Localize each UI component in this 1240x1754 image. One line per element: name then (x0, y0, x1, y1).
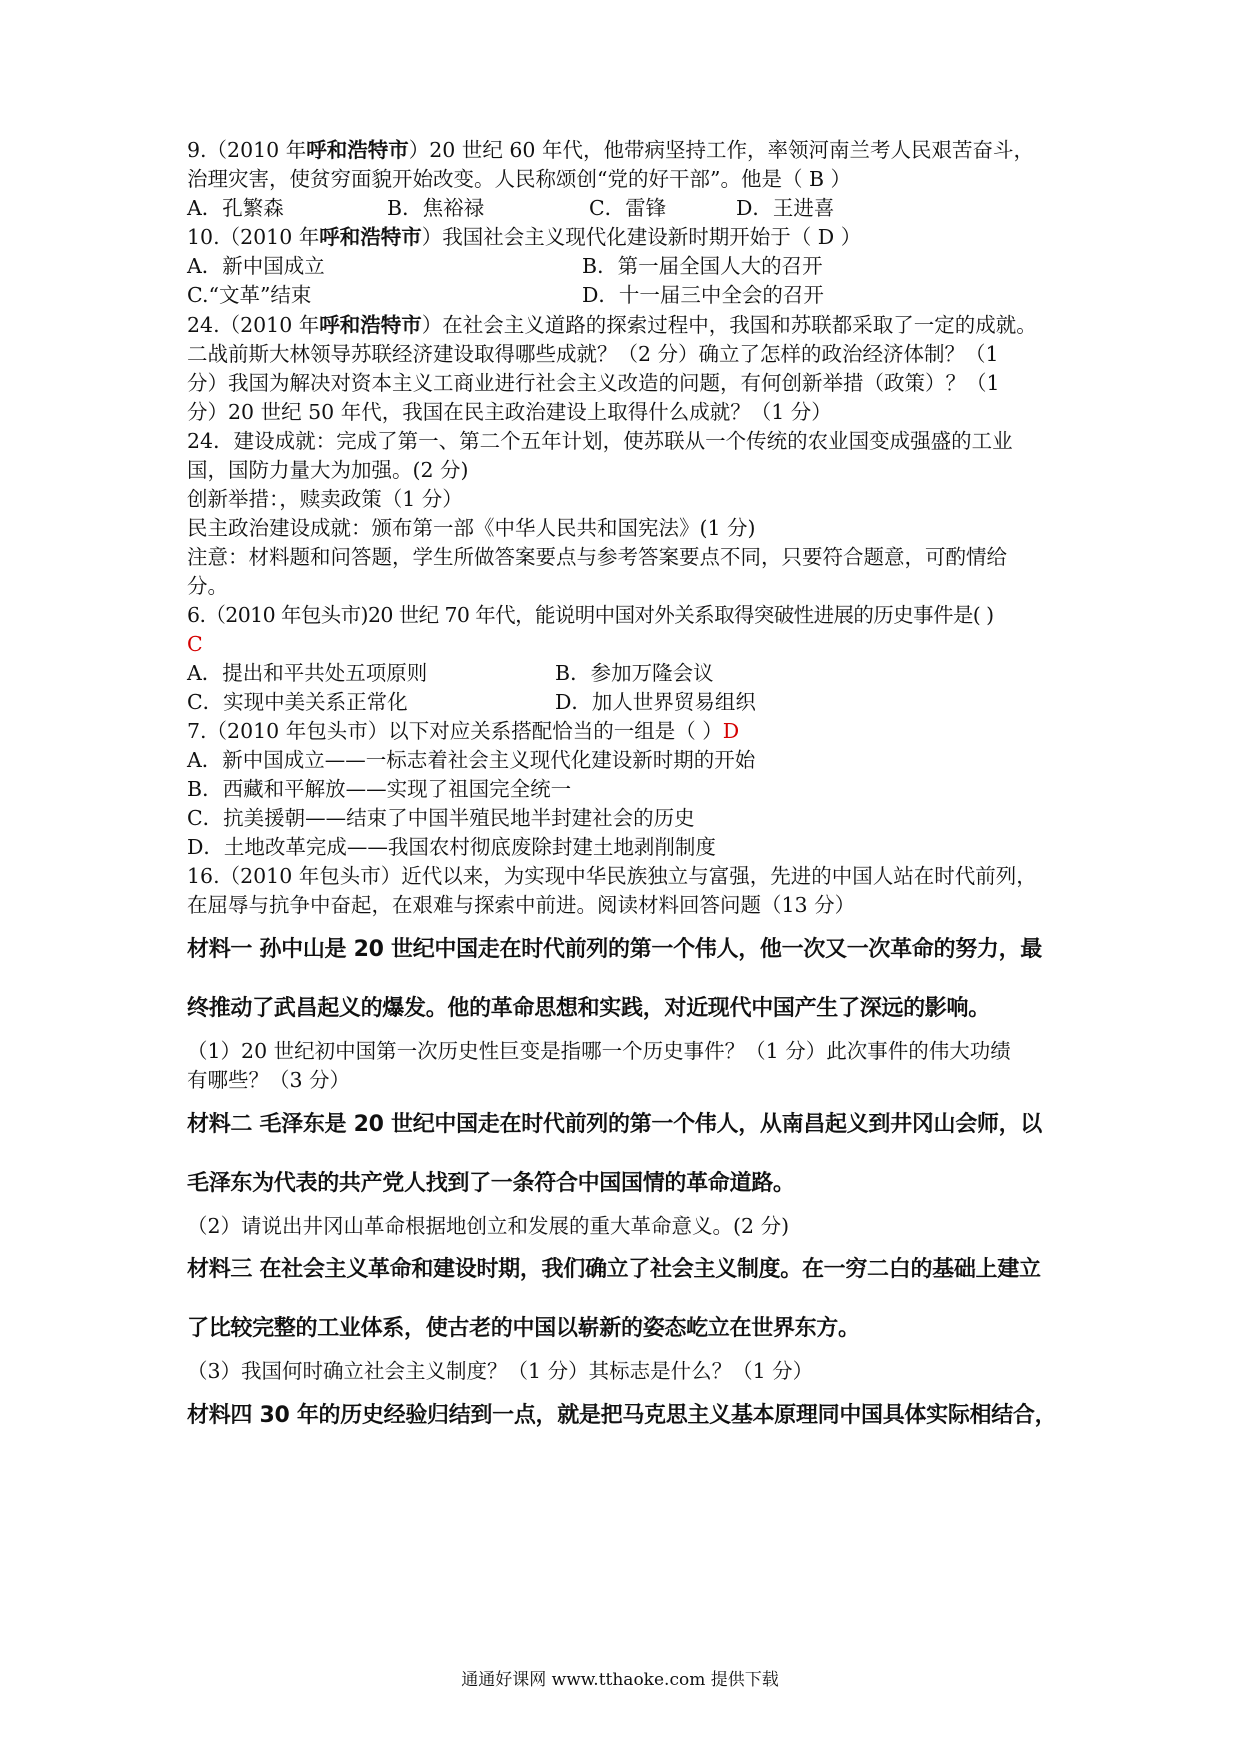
q9-text: ）20 世纪 60 年代，他带病坚持工作，率领河南兰考人民艰苦奋斗， (408, 138, 1034, 162)
q9-city: 呼和浩特市 (306, 138, 409, 162)
sub-question-1-line-2: 有哪些？（3 分） (187, 1068, 351, 1092)
q10-text: ）我国社会主义现代化建设新时期开始于（ D ） (421, 225, 862, 249)
q9-option-d: D．王进喜 (736, 196, 835, 220)
material-1-line-1: 材料一 孙中山是 20 世纪中国走在时代前列的第一个伟人，他一次又一次革命的努力，最 (187, 937, 1042, 962)
q6-option-a: A．提出和平共处五项原则 (187, 661, 428, 685)
a24-line-2: 国，国防力量大为加强。(2 分) (187, 458, 469, 482)
q24-line-4: 分）20 世纪 50 年代，我国在民主政治建设上取得什么成就？（1 分） (187, 400, 832, 424)
q6-answer: C (187, 632, 203, 656)
q10-city: 呼和浩特市 (319, 225, 422, 249)
material-2-line-2: 毛泽东为代表的共产党人找到了一条符合中国国情的革命道路。 (187, 1171, 795, 1196)
q6-stem: 6.（2010 年包头市)20 世纪 70 年代，能说明中国对外关系取得突破性进展的历史事件是( ) (187, 603, 994, 627)
q6-option-c: C．实现中美关系正常化 (187, 690, 408, 714)
q24-line-2: 二战前斯大林领导苏联经济建设取得哪些成就？（2 分）确立了怎样的政治经济体制？（1 (187, 342, 999, 366)
q24-line-1 (187, 311, 1057, 339)
q9-prefix: 9.（2010 年 (187, 138, 307, 162)
q24-text: ）在社会主义道路的探索过程中，我国和苏联都采取了一定的成就。 (421, 313, 1037, 337)
sub-question-2: （2）请说出井冈山革命根据地创立和发展的重大革命意义。(2 分) (187, 1214, 790, 1238)
q6-options-row-1 (187, 659, 1057, 687)
q7-text: 7.（2010 年包头市）以下对应关系搭配恰当的一组是（ ） (187, 719, 723, 743)
q7-stem (187, 717, 1057, 745)
q9-option-a: A．孔繁森 (187, 196, 284, 220)
material-1-line-2: 终推动了武昌起义的爆发。他的革命思想和实践，对近现代中国产生了深远的影响。 (187, 996, 990, 1021)
q16-line-1: 16.（2010 年包头市）近代以来，为实现中华民族独立与富强，先进的中国人站在时代前列， (187, 864, 1037, 888)
q7-answer: D (722, 719, 740, 743)
q10-options-row-1 (187, 252, 1057, 280)
a24-line-3: 创新举措：，赎卖政策（1 分） (187, 487, 463, 511)
material-3-line-2: 了比较完整的工业体系，使古老的中国以崭新的姿态屹立在世界东方。 (187, 1316, 860, 1341)
q9-options (187, 194, 1057, 222)
q9-option-c: C．雷锋 (589, 196, 667, 220)
q24-city: 呼和浩特市 (319, 313, 422, 337)
q9-option-b: B．焦裕禄 (387, 196, 485, 220)
page-footer: 通通好课网 www.tthaoke.com 提供下载 (461, 1670, 779, 1690)
q10-option-b: B．第一届全国人大的召开 (582, 254, 823, 278)
q24-prefix: 24.（2010 年 (187, 313, 320, 337)
q7-option-a: A．新中国成立——一标志着社会主义现代化建设新时期的开始 (187, 748, 756, 772)
q6-options-row-2 (187, 688, 1057, 716)
a24-note-line-1: 注意：材料题和问答题，学生所做答案要点与参考答案要点不同，只要符合题意，可酌情给 (187, 545, 1007, 569)
q7-option-b: B．西藏和平解放——实现了祖国完全统一 (187, 777, 572, 801)
q24-line-3: 分）我国为解决对资本主义工商业进行社会主义改造的问题，有何创新举措（政策）？（1 (187, 371, 1000, 395)
q16-line-2: 在屈辱与抗争中奋起，在艰难与探索中前进。阅读材料回答问题（13 分） (187, 893, 856, 917)
q10-option-c: C.“文革”结束 (187, 283, 312, 307)
a24-note-line-2: 分。 (187, 574, 228, 598)
material-4-line-1: 材料四 30 年的历史经验归结到一点，就是把马克思主义基本原理同中国具体实际相结合， (187, 1403, 1057, 1428)
q10-option-a: A．新中国成立 (187, 254, 325, 278)
q7-option-c: C．抗美援朝——结束了中国半殖民地半封建社会的历史 (187, 806, 695, 830)
sub-question-1-line-1: （1）20 世纪初中国第一次历史性巨变是指哪一个历史事件？（1 分）此次事件的伟大功绩 (187, 1039, 1011, 1063)
q10-option-d: D．十一届三中全会的召开 (582, 283, 824, 307)
q6-option-b: B．参加万隆会议 (555, 661, 714, 685)
q10-stem (187, 223, 1057, 251)
q7-option-d: D．土地改革完成——我国农村彻底废除封建土地剥削制度 (187, 835, 716, 859)
material-2-line-1: 材料二 毛泽东是 20 世纪中国走在时代前列的第一个伟人，从南昌起义到井冈山会师，以 (187, 1112, 1042, 1137)
q10-options-row-2 (187, 281, 1057, 309)
a24-line-4: 民主政治建设成就：颁布第一部《中华人民共和国宪法》(1 分) (187, 516, 756, 540)
material-3-line-1: 材料三 在社会主义革命和建设时期，我们确立了社会主义制度。在一穷二白的基础上建立 (187, 1257, 1041, 1282)
a24-line-1: 24．建设成就：完成了第一、第二个五年计划，使苏联从一个传统的农业国变成强盛的工业 (187, 429, 1013, 453)
q6-option-d: D．加人世界贸易组织 (555, 690, 756, 714)
q9-line-2: 治理灾害，使贫穷面貌开始改变。人民称颂创“党的好干部”。他是（ B ） (187, 167, 852, 191)
q9-line-1 (187, 136, 1057, 164)
sub-question-3: （3）我国何时确立社会主义制度？（1 分）其标志是什么？（1 分） (187, 1359, 814, 1383)
q10-prefix: 10.（2010 年 (187, 225, 320, 249)
